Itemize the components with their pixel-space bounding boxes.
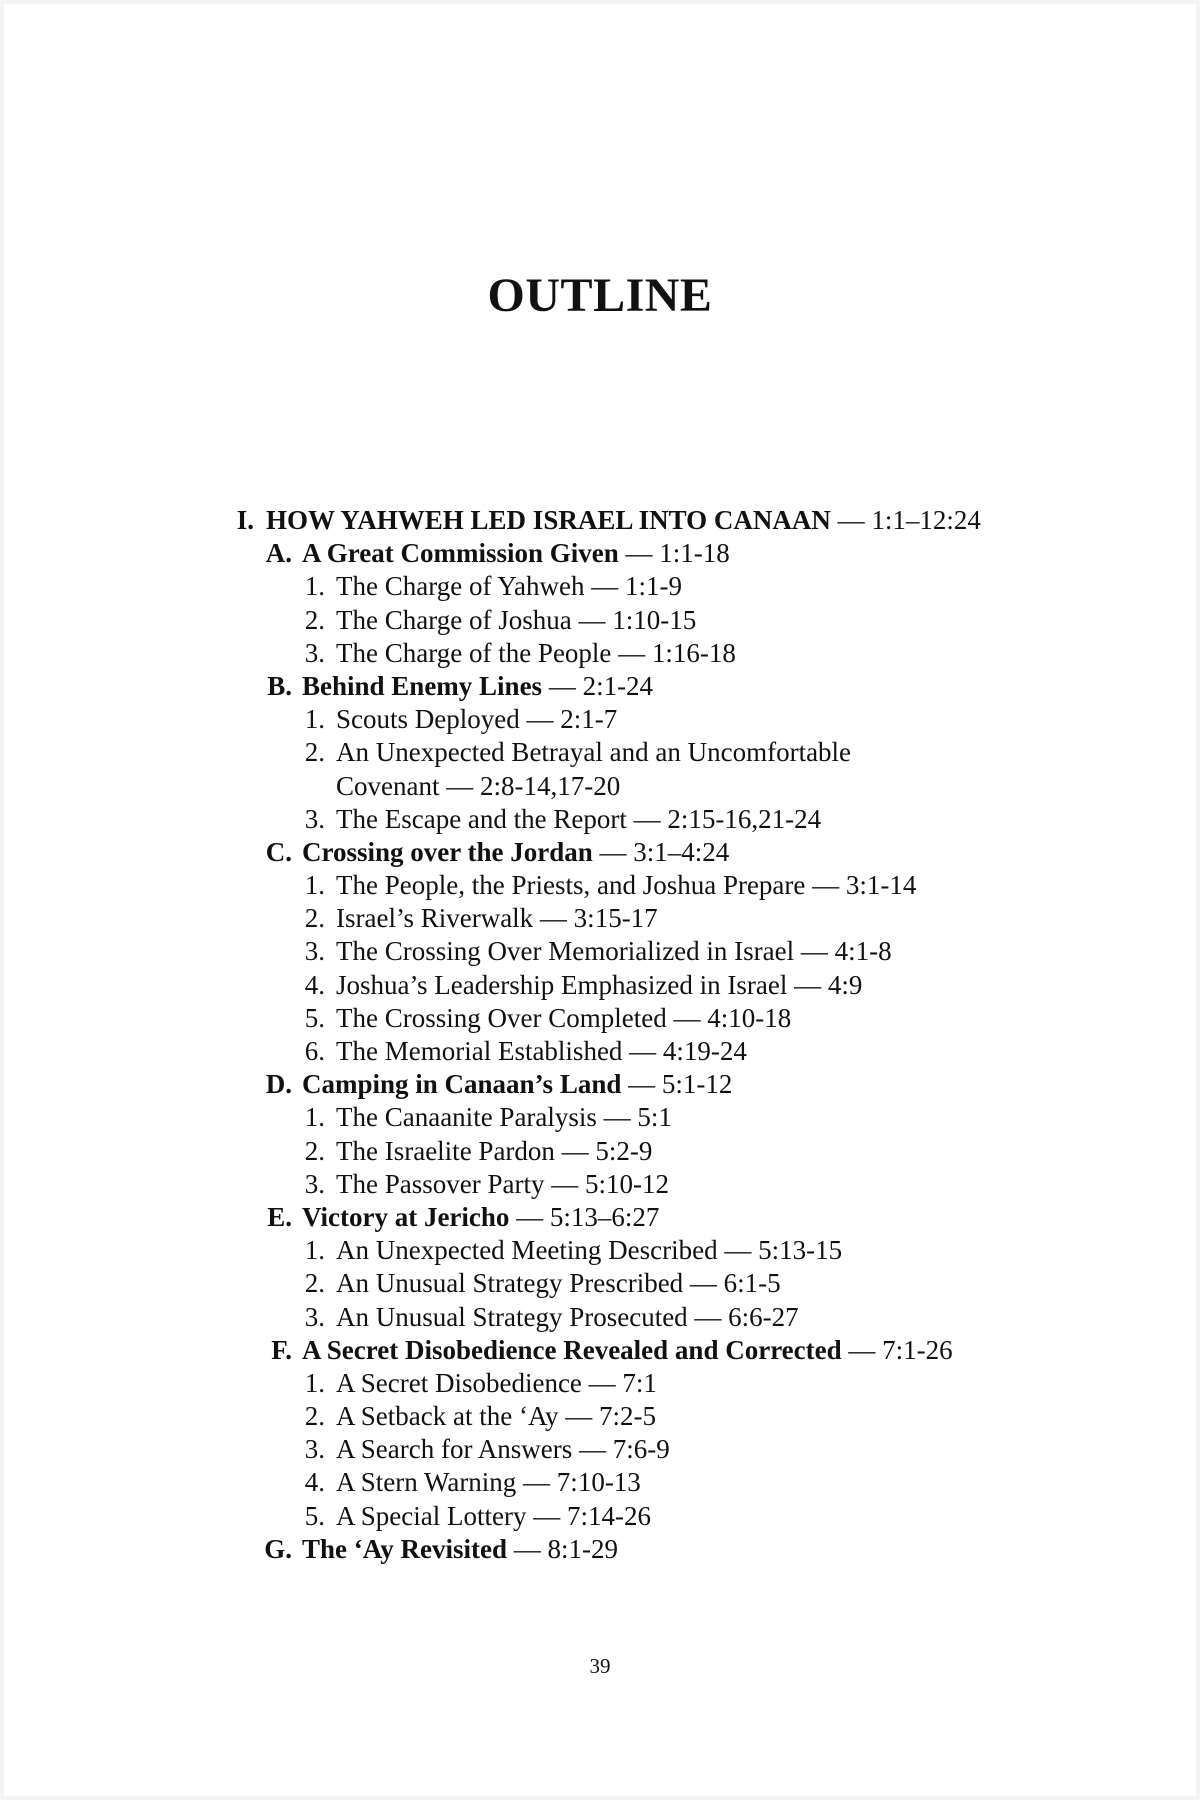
- outline-item-number: 1.: [304, 1102, 325, 1133]
- outline-item: [4, 736, 1196, 769]
- outline-item: [4, 637, 1196, 670]
- outline-item-number: 2.: [304, 737, 325, 768]
- outline-letter: B.: [267, 670, 292, 701]
- outline-item: [4, 1466, 1196, 1499]
- outline-item-text: A Setback at the ‘Ay — 7:2-5: [336, 1401, 656, 1432]
- outline-item-number: 3.: [304, 637, 325, 668]
- outline-item-number: 3.: [304, 936, 325, 967]
- outline-section: [4, 1334, 1196, 1367]
- outline-list: [4, 504, 1196, 1566]
- outline-reference: — 5:13–6:27: [509, 1201, 660, 1232]
- outline-item: [4, 1002, 1196, 1035]
- outline-item-text: A Stern Warning — 7:10-13: [336, 1467, 641, 1498]
- outline-item-text: An Unexpected Meeting Described — 5:13-15: [336, 1235, 843, 1266]
- outline-item-number: 6.: [304, 1036, 325, 1066]
- outline-reference: — 2:1-24: [542, 670, 654, 701]
- outline-item-text: An Unusual Strategy Prescribed — 6:1-5: [336, 1268, 781, 1299]
- outline-part: [4, 504, 1196, 537]
- outline-item-number: 1.: [304, 704, 325, 735]
- outline-item-text: The Canaanite Paralysis — 5:1: [336, 1102, 672, 1133]
- outline-item: [4, 902, 1196, 935]
- outline-letter: A.: [265, 538, 292, 569]
- outline-entry: [302, 537, 730, 570]
- outline-entry: [302, 836, 729, 869]
- outline-entry: [302, 1201, 659, 1234]
- outline-item-number: 2.: [304, 1135, 325, 1166]
- outline-item-text: The Charge of Yahweh — 1:1-9: [336, 571, 682, 602]
- outline-heading: HOW YAHWEH LED ISRAEL INTO CANAAN: [266, 505, 831, 535]
- outline-letter: E.: [267, 1201, 292, 1232]
- outline-item-number: 3.: [304, 1301, 325, 1332]
- outline-item-text: The Passover Party — 5:10-12: [336, 1168, 669, 1199]
- outline-item-text: Israel’s Riverwalk — 3:15-17: [336, 903, 658, 934]
- outline-reference: — 7:1-26: [841, 1334, 953, 1365]
- outline-section: [4, 836, 1196, 869]
- outline-reference: — 1:1–12:24: [830, 505, 981, 535]
- outline-item-text: The Crossing Over Memorialized in Israel — 4:1-8: [336, 936, 892, 967]
- outline-item: [4, 1500, 1196, 1533]
- outline-item: [4, 1135, 1196, 1168]
- outline-item: [4, 1035, 1196, 1068]
- outline-item: [4, 1234, 1196, 1267]
- outline-item-text: An Unexpected Betrayal and an Uncomfortable: [336, 737, 852, 768]
- outline-item: [4, 1301, 1196, 1334]
- outline-heading: Victory at Jericho: [302, 1201, 510, 1232]
- outline-item-continuation: [4, 770, 1196, 803]
- outline-item: [4, 1267, 1196, 1300]
- outline-heading: A Great Commission Given: [302, 538, 619, 569]
- page-number: 39: [589, 1654, 611, 1678]
- outline-item: [4, 1400, 1196, 1433]
- outline-item-number: 3.: [304, 1434, 325, 1465]
- outline-item-text: The Charge of Joshua — 1:10-15: [336, 604, 697, 635]
- outline-item: [4, 869, 1196, 902]
- page-title: OUTLINE: [487, 269, 713, 322]
- outline-section: [4, 1068, 1196, 1101]
- outline-reference: — 5:1-12: [621, 1069, 733, 1100]
- outline-item-text: The Escape and the Report — 2:15-16,21-24: [336, 803, 822, 834]
- outline-item: [4, 570, 1196, 603]
- outline-item: [4, 935, 1196, 968]
- outline-entry: [302, 1334, 953, 1367]
- outline-item: [4, 1101, 1196, 1134]
- outline-item: [4, 1168, 1196, 1201]
- outline-item-number: 3.: [304, 1168, 325, 1199]
- outline-item-text: The Memorial Established — 4:19-24: [336, 1036, 747, 1066]
- outline-item-number: 1.: [304, 1367, 325, 1398]
- outline-item-text: Covenant — 2:8-14,17-20: [336, 770, 621, 801]
- outline-entry: [302, 670, 653, 703]
- outline-letter: C.: [265, 836, 292, 867]
- outline-section: [4, 1201, 1196, 1234]
- outline-heading: Camping in Canaan’s Land: [302, 1069, 622, 1100]
- outline-item: [4, 703, 1196, 736]
- outline-reference: — 1:1-18: [618, 538, 730, 569]
- outline-item-text: An Unusual Strategy Prosecuted — 6:6-27: [336, 1301, 799, 1332]
- outline-item-number: 5.: [304, 1500, 325, 1531]
- outline-item-number: 1.: [304, 870, 325, 901]
- outline-item-text: A Special Lottery — 7:14-26: [336, 1500, 651, 1531]
- outline-item-text: Joshua’s Leadership Emphasized in Israel — 4:9: [336, 969, 863, 1000]
- outline-heading: The ‘Ay Revisited: [302, 1533, 507, 1564]
- outline-reference: — 8:1-29: [506, 1533, 618, 1564]
- outline-item-number: 5.: [304, 1002, 325, 1033]
- outline-item-text: A Secret Disobedience — 7:1: [336, 1367, 657, 1398]
- outline-item-number: 4.: [304, 1467, 325, 1498]
- outline-heading: A Secret Disobedience Revealed and Corrected: [302, 1334, 842, 1365]
- outline-item-text: A Search for Answers — 7:6-9: [336, 1434, 670, 1465]
- outline-entry: [302, 1533, 618, 1566]
- outline-item: [4, 1367, 1196, 1400]
- outline-section: [4, 670, 1196, 703]
- outline-item-text: The Israelite Pardon — 5:2-9: [336, 1135, 653, 1166]
- outline-item-number: 2.: [304, 903, 325, 934]
- outline-item: [4, 1433, 1196, 1466]
- outline-entry: [302, 1068, 732, 1101]
- outline-item: [4, 803, 1196, 836]
- outline-item-number: 2.: [304, 604, 325, 635]
- outline-item-text: The Charge of the People — 1:16-18: [336, 637, 736, 668]
- outline-item-text: Scouts Deployed — 2:1-7: [336, 704, 618, 735]
- outline-item-number: 2.: [304, 1268, 325, 1299]
- outline-letter: D.: [265, 1069, 292, 1100]
- outline-item: [4, 969, 1196, 1002]
- outline-letter: F.: [271, 1334, 292, 1365]
- outline-entry: [266, 504, 981, 537]
- outline-item: [4, 604, 1196, 637]
- outline-letter: G.: [264, 1533, 292, 1564]
- outline-section: [4, 537, 1196, 570]
- outline-reference: — 3:1–4:24: [592, 836, 730, 867]
- book-page: [4, 4, 1196, 1796]
- outline-heading: Crossing over the Jordan: [302, 836, 593, 867]
- outline-item-number: 4.: [304, 969, 325, 1000]
- outline-number: I.: [236, 505, 254, 535]
- outline-section: [4, 1533, 1196, 1566]
- outline-heading: Behind Enemy Lines: [302, 670, 543, 701]
- outline-item-text: The Crossing Over Completed — 4:10-18: [336, 1002, 792, 1033]
- outline-item-text: The People, the Priests, and Joshua Prepare — 3:1-14: [336, 870, 917, 901]
- outline-item-number: 1.: [304, 1235, 325, 1266]
- outline-item-number: 3.: [304, 803, 325, 834]
- outline-item-number: 1.: [304, 571, 325, 602]
- outline-item-number: 2.: [304, 1401, 325, 1432]
